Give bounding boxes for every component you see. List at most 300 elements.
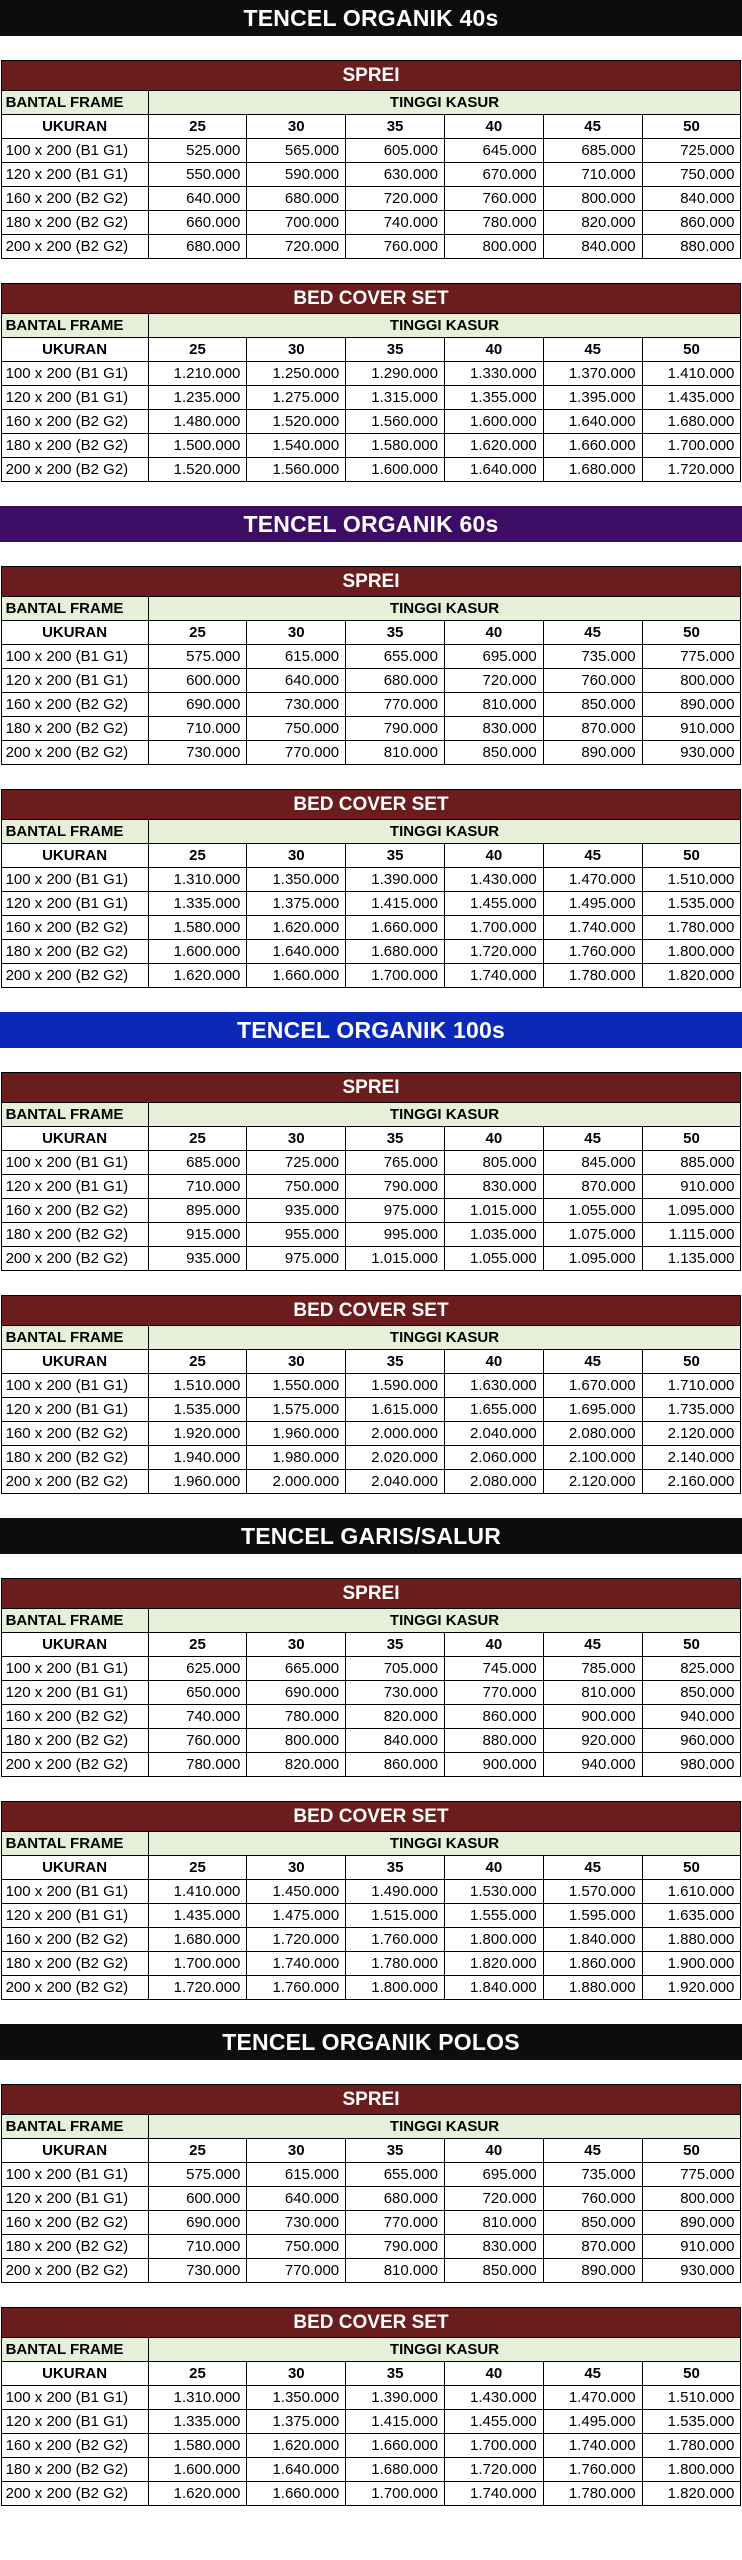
price-cell: 750.000: [642, 163, 741, 187]
product-section: [0, 2024, 742, 2530]
size-cell: 160 x 200 (B2 G2): [1, 916, 148, 940]
price-cell: 1.435.000: [642, 386, 741, 410]
price-cell: 1.600.000: [148, 940, 247, 964]
price-cell: 880.000: [444, 1729, 543, 1753]
height-column-header: 25: [148, 1127, 247, 1151]
price-cell: 2.000.000: [346, 1422, 445, 1446]
price-cell: 1.655.000: [444, 1398, 543, 1422]
size-cell: 120 x 200 (B1 G1): [1, 386, 148, 410]
price-cell: 975.000: [247, 1247, 346, 1271]
size-cell: 200 x 200 (B2 G2): [1, 1470, 148, 1494]
ukuran-label: UKURAN: [1, 1856, 148, 1880]
price-cell: 740.000: [148, 1705, 247, 1729]
price-cell: 1.700.000: [148, 1952, 247, 1976]
price-cell: 785.000: [543, 1657, 642, 1681]
spacer: [0, 2283, 742, 2307]
price-cell: 2.040.000: [346, 1470, 445, 1494]
height-column-header: 40: [444, 2362, 543, 2386]
table-row: [1, 1729, 741, 1753]
size-cell: 100 x 200 (B1 G1): [1, 1880, 148, 1904]
price-cell: 655.000: [346, 2163, 445, 2187]
price-cell: 1.355.000: [444, 386, 543, 410]
size-cell: 100 x 200 (B1 G1): [1, 139, 148, 163]
ukuran-label: UKURAN: [1, 844, 148, 868]
height-column-header: 40: [444, 1127, 543, 1151]
price-cell: 1.510.000: [642, 2386, 741, 2410]
ukuran-label: UKURAN: [1, 1633, 148, 1657]
price-cell: 810.000: [543, 1681, 642, 1705]
price-table: [1, 2084, 742, 2283]
tinggi-kasur-label: TINGGI KASUR: [148, 2338, 741, 2362]
table-title: SPREI: [1, 2085, 741, 2115]
height-column-header: 40: [444, 844, 543, 868]
size-cell: 180 x 200 (B2 G2): [1, 2235, 148, 2259]
size-cell: 120 x 200 (B1 G1): [1, 669, 148, 693]
price-cell: 1.455.000: [444, 2410, 543, 2434]
height-column-header: 25: [148, 115, 247, 139]
section-title-banner: TENCEL ORGANIK 60s: [0, 506, 742, 542]
price-cell: 840.000: [642, 187, 741, 211]
price-cell: 1.475.000: [247, 1904, 346, 1928]
table-title-row: [1, 284, 741, 314]
header-row: [1, 1103, 741, 1127]
table-row: [1, 163, 741, 187]
price-cell: 1.560.000: [346, 410, 445, 434]
table-row: [1, 1657, 741, 1681]
price-cell: 2.080.000: [543, 1422, 642, 1446]
table-row: [1, 2410, 741, 2434]
header-row: [1, 314, 741, 338]
price-cell: 1.620.000: [247, 2434, 346, 2458]
height-column-header: 45: [543, 115, 642, 139]
price-cell: 1.075.000: [543, 1223, 642, 1247]
price-cell: 1.540.000: [247, 434, 346, 458]
price-cell: 935.000: [247, 1199, 346, 1223]
height-column-header: 40: [444, 115, 543, 139]
size-cell: 120 x 200 (B1 G1): [1, 163, 148, 187]
spacer: [0, 259, 742, 283]
table-title: SPREI: [1, 1579, 741, 1609]
table-title-row: [1, 1802, 741, 1832]
price-cell: 1.720.000: [642, 458, 741, 482]
tinggi-kasur-label: TINGGI KASUR: [148, 1103, 741, 1127]
bantal-frame-label: BANTAL FRAME: [1, 1609, 148, 1633]
price-cell: 1.680.000: [543, 458, 642, 482]
height-column-header: 40: [444, 1350, 543, 1374]
height-column-header: 30: [247, 1856, 346, 1880]
table-row: [1, 1880, 741, 1904]
price-cell: 750.000: [247, 2235, 346, 2259]
price-cell: 1.535.000: [642, 892, 741, 916]
price-cell: 1.660.000: [346, 2434, 445, 2458]
size-cell: 160 x 200 (B2 G2): [1, 1199, 148, 1223]
price-cell: 1.560.000: [247, 458, 346, 482]
height-column-header: 35: [346, 2362, 445, 2386]
price-cell: 690.000: [148, 2211, 247, 2235]
price-cell: 1.660.000: [346, 916, 445, 940]
price-cell: 930.000: [642, 2259, 741, 2283]
size-cell: 180 x 200 (B2 G2): [1, 211, 148, 235]
price-cell: 1.520.000: [247, 410, 346, 434]
size-cell: 120 x 200 (B1 G1): [1, 2187, 148, 2211]
price-cell: 730.000: [346, 1681, 445, 1705]
price-cell: 820.000: [346, 1705, 445, 1729]
size-cell: 100 x 200 (B1 G1): [1, 1657, 148, 1681]
price-cell: 1.510.000: [642, 868, 741, 892]
height-column-header: 45: [543, 844, 642, 868]
price-cell: 740.000: [346, 211, 445, 235]
size-cell: 180 x 200 (B2 G2): [1, 1729, 148, 1753]
price-cell: 575.000: [148, 645, 247, 669]
height-column-header: 35: [346, 1127, 445, 1151]
header-row: [1, 1609, 741, 1633]
price-cell: 1.660.000: [543, 434, 642, 458]
table-row: [1, 1398, 741, 1422]
price-cell: 790.000: [346, 1175, 445, 1199]
price-cell: 910.000: [642, 717, 741, 741]
price-cell: 730.000: [148, 2259, 247, 2283]
price-cell: 1.495.000: [543, 892, 642, 916]
price-cell: 1.620.000: [148, 964, 247, 988]
price-cell: 600.000: [148, 2187, 247, 2211]
height-column-header: 30: [247, 338, 346, 362]
size-cell: 200 x 200 (B2 G2): [1, 964, 148, 988]
size-cell: 100 x 200 (B1 G1): [1, 1151, 148, 1175]
price-cell: 1.780.000: [543, 2482, 642, 2506]
table-title-row: [1, 567, 741, 597]
size-cell: 200 x 200 (B2 G2): [1, 2259, 148, 2283]
price-cell: 1.740.000: [444, 2482, 543, 2506]
table-row: [1, 2259, 741, 2283]
price-cell: 710.000: [543, 163, 642, 187]
height-column-header: 35: [346, 1350, 445, 1374]
spacer: [0, 1271, 742, 1295]
price-cell: 1.820.000: [642, 964, 741, 988]
price-cell: 960.000: [642, 1729, 741, 1753]
price-cell: 710.000: [148, 2235, 247, 2259]
price-cell: 800.000: [543, 187, 642, 211]
tinggi-kasur-label: TINGGI KASUR: [148, 2115, 741, 2139]
price-cell: 790.000: [346, 2235, 445, 2259]
price-cell: 680.000: [148, 235, 247, 259]
price-cell: 1.735.000: [642, 1398, 741, 1422]
price-cell: 1.800.000: [346, 1976, 445, 2000]
price-cell: 770.000: [346, 693, 445, 717]
spacer: [0, 2000, 742, 2024]
price-cell: 955.000: [247, 1223, 346, 1247]
size-cell: 160 x 200 (B2 G2): [1, 187, 148, 211]
price-table: [1, 60, 742, 259]
price-cell: 1.550.000: [247, 1374, 346, 1398]
size-cell: 120 x 200 (B1 G1): [1, 892, 148, 916]
table-row: [1, 1904, 741, 1928]
height-column-header: 35: [346, 2139, 445, 2163]
size-cell: 160 x 200 (B2 G2): [1, 2434, 148, 2458]
table-row: [1, 458, 741, 482]
price-cell: 1.490.000: [346, 1880, 445, 1904]
height-column-header: 40: [444, 1633, 543, 1657]
price-cell: 1.780.000: [642, 916, 741, 940]
size-cell: 180 x 200 (B2 G2): [1, 434, 148, 458]
height-column-header: 50: [642, 1350, 741, 1374]
height-column-header: 50: [642, 2139, 741, 2163]
price-cell: 1.600.000: [346, 458, 445, 482]
price-cell: 1.500.000: [148, 434, 247, 458]
product-section: [0, 506, 742, 1012]
price-cell: 1.350.000: [247, 2386, 346, 2410]
table-row: [1, 2386, 741, 2410]
price-cell: 1.700.000: [444, 916, 543, 940]
price-cell: 805.000: [444, 1151, 543, 1175]
price-cell: 800.000: [444, 235, 543, 259]
price-cell: 1.455.000: [444, 892, 543, 916]
bantal-frame-label: BANTAL FRAME: [1, 314, 148, 338]
table-row: [1, 669, 741, 693]
price-cell: 1.940.000: [148, 1446, 247, 1470]
price-cell: 660.000: [148, 211, 247, 235]
header-row: [1, 2115, 741, 2139]
height-column-header: 35: [346, 844, 445, 868]
table-row: [1, 916, 741, 940]
size-cell: 120 x 200 (B1 G1): [1, 1681, 148, 1705]
tinggi-kasur-label: TINGGI KASUR: [148, 597, 741, 621]
price-cell: 720.000: [444, 669, 543, 693]
price-cell: 910.000: [642, 2235, 741, 2259]
tinggi-kasur-label: TINGGI KASUR: [148, 314, 741, 338]
price-cell: 1.350.000: [247, 868, 346, 892]
price-cell: 1.595.000: [543, 1904, 642, 1928]
price-cell: 1.700.000: [444, 2434, 543, 2458]
price-cell: 975.000: [346, 1199, 445, 1223]
size-cell: 160 x 200 (B2 G2): [1, 1422, 148, 1446]
table-row: [1, 1422, 741, 1446]
height-column-header: 40: [444, 338, 543, 362]
price-cell: 800.000: [247, 1729, 346, 1753]
table-title: BED COVER SET: [1, 1802, 741, 1832]
price-cell: 1.435.000: [148, 1904, 247, 1928]
price-cell: 1.275.000: [247, 386, 346, 410]
price-cell: 1.310.000: [148, 868, 247, 892]
price-cell: 1.470.000: [543, 2386, 642, 2410]
price-cell: 1.290.000: [346, 362, 445, 386]
size-cell: 200 x 200 (B2 G2): [1, 1247, 148, 1271]
column-header-row: [1, 1350, 741, 1374]
price-cell: 790.000: [346, 717, 445, 741]
price-cell: 1.860.000: [543, 1952, 642, 1976]
price-cell: 750.000: [247, 1175, 346, 1199]
size-cell: 160 x 200 (B2 G2): [1, 2211, 148, 2235]
table-row: [1, 964, 741, 988]
height-column-header: 50: [642, 621, 741, 645]
price-cell: 720.000: [346, 187, 445, 211]
height-column-header: 30: [247, 2139, 346, 2163]
price-cell: 1.840.000: [444, 1976, 543, 2000]
tinggi-kasur-label: TINGGI KASUR: [148, 820, 741, 844]
price-cell: 1.800.000: [642, 2458, 741, 2482]
table-title-row: [1, 1579, 741, 1609]
table-row: [1, 2458, 741, 2482]
spacer: [0, 765, 742, 789]
price-cell: 725.000: [642, 139, 741, 163]
price-cell: 995.000: [346, 1223, 445, 1247]
price-cell: 725.000: [247, 1151, 346, 1175]
price-cell: 1.720.000: [148, 1976, 247, 2000]
height-column-header: 50: [642, 115, 741, 139]
size-cell: 100 x 200 (B1 G1): [1, 2386, 148, 2410]
ukuran-label: UKURAN: [1, 115, 148, 139]
price-cell: 1.640.000: [247, 2458, 346, 2482]
section-title-banner: TENCEL ORGANIK 100s: [0, 1012, 742, 1048]
price-cell: 1.800.000: [444, 1928, 543, 1952]
price-cell: 1.740.000: [543, 916, 642, 940]
price-cell: 1.740.000: [247, 1952, 346, 1976]
height-column-header: 25: [148, 1856, 247, 1880]
price-cell: 2.040.000: [444, 1422, 543, 1446]
ukuran-label: UKURAN: [1, 1350, 148, 1374]
header-row: [1, 91, 741, 115]
height-column-header: 45: [543, 1127, 642, 1151]
price-cell: 1.635.000: [642, 1904, 741, 1928]
price-cell: 1.960.000: [148, 1470, 247, 1494]
table-row: [1, 1753, 741, 1777]
price-cell: 720.000: [247, 235, 346, 259]
price-cell: 1.620.000: [148, 2482, 247, 2506]
size-cell: 160 x 200 (B2 G2): [1, 1928, 148, 1952]
product-section: [0, 0, 742, 506]
price-cell: 980.000: [642, 1753, 741, 1777]
height-column-header: 30: [247, 2362, 346, 2386]
price-cell: 760.000: [543, 669, 642, 693]
price-cell: 1.710.000: [642, 1374, 741, 1398]
section-title-banner: TENCEL ORGANIK 40s: [0, 0, 742, 36]
table-row: [1, 139, 741, 163]
price-cell: 625.000: [148, 1657, 247, 1681]
price-cell: 735.000: [543, 2163, 642, 2187]
bantal-frame-label: BANTAL FRAME: [1, 2338, 148, 2362]
price-cell: 1.330.000: [444, 362, 543, 386]
table-title-row: [1, 1073, 741, 1103]
height-column-header: 30: [247, 115, 346, 139]
height-column-header: 50: [642, 1856, 741, 1880]
price-cell: 750.000: [247, 717, 346, 741]
height-column-header: 45: [543, 1633, 642, 1657]
price-cell: 1.390.000: [346, 868, 445, 892]
height-column-header: 35: [346, 1633, 445, 1657]
price-cell: 1.720.000: [444, 940, 543, 964]
price-cell: 1.760.000: [543, 2458, 642, 2482]
table-row: [1, 211, 741, 235]
table-row: [1, 892, 741, 916]
bantal-frame-label: BANTAL FRAME: [1, 597, 148, 621]
price-cell: 1.390.000: [346, 2386, 445, 2410]
height-column-header: 45: [543, 338, 642, 362]
column-header-row: [1, 844, 741, 868]
table-row: [1, 1952, 741, 1976]
size-cell: 160 x 200 (B2 G2): [1, 1705, 148, 1729]
price-cell: 1.820.000: [444, 1952, 543, 1976]
header-row: [1, 1832, 741, 1856]
price-cell: 1.470.000: [543, 868, 642, 892]
section-title-banner: TENCEL ORGANIK POLOS: [0, 2024, 742, 2060]
tinggi-kasur-label: TINGGI KASUR: [148, 91, 741, 115]
height-column-header: 45: [543, 1856, 642, 1880]
price-cell: 885.000: [642, 1151, 741, 1175]
price-table: [1, 789, 742, 988]
price-cell: 730.000: [247, 693, 346, 717]
price-cell: 680.000: [247, 187, 346, 211]
price-cell: 870.000: [543, 2235, 642, 2259]
price-table: [1, 1578, 742, 1777]
price-cell: 575.000: [148, 2163, 247, 2187]
header-row: [1, 820, 741, 844]
price-cell: 1.535.000: [148, 1398, 247, 1422]
table-row: [1, 235, 741, 259]
height-column-header: 45: [543, 2362, 642, 2386]
table-row: [1, 717, 741, 741]
price-cell: 1.700.000: [346, 964, 445, 988]
table-row: [1, 1928, 741, 1952]
price-cell: 775.000: [642, 645, 741, 669]
table-title-row: [1, 790, 741, 820]
spacer: [0, 988, 742, 1012]
price-cell: 1.630.000: [444, 1374, 543, 1398]
size-cell: 120 x 200 (B1 G1): [1, 1175, 148, 1199]
price-cell: 850.000: [642, 1681, 741, 1705]
price-cell: 640.000: [247, 2187, 346, 2211]
price-table: [1, 1295, 742, 1494]
price-cell: 1.575.000: [247, 1398, 346, 1422]
price-cell: 1.135.000: [642, 1247, 741, 1271]
height-column-header: 25: [148, 2362, 247, 2386]
tinggi-kasur-label: TINGGI KASUR: [148, 1832, 741, 1856]
price-cell: 525.000: [148, 139, 247, 163]
price-cell: 640.000: [247, 669, 346, 693]
height-column-header: 25: [148, 844, 247, 868]
price-cell: 1.015.000: [346, 1247, 445, 1271]
height-column-header: 50: [642, 2362, 741, 2386]
table-row: [1, 1223, 741, 1247]
height-column-header: 25: [148, 1350, 247, 1374]
table-title-row: [1, 1296, 741, 1326]
price-cell: 810.000: [346, 741, 445, 765]
price-cell: 695.000: [444, 645, 543, 669]
table-title: BED COVER SET: [1, 790, 741, 820]
price-cell: 1.395.000: [543, 386, 642, 410]
price-cell: 1.920.000: [642, 1976, 741, 2000]
price-table: [1, 566, 742, 765]
price-cell: 920.000: [543, 1729, 642, 1753]
height-column-header: 50: [642, 1127, 741, 1151]
size-cell: 200 x 200 (B2 G2): [1, 1976, 148, 2000]
price-cell: 775.000: [642, 2163, 741, 2187]
price-cell: 770.000: [247, 741, 346, 765]
spacer: [0, 542, 742, 566]
price-cell: 800.000: [642, 2187, 741, 2211]
tinggi-kasur-label: TINGGI KASUR: [148, 1609, 741, 1633]
table-title: BED COVER SET: [1, 284, 741, 314]
price-cell: 860.000: [444, 1705, 543, 1729]
ukuran-label: UKURAN: [1, 1127, 148, 1151]
table-row: [1, 362, 741, 386]
price-cell: 565.000: [247, 139, 346, 163]
price-cell: 650.000: [148, 1681, 247, 1705]
price-cell: 1.590.000: [346, 1374, 445, 1398]
column-header-row: [1, 1127, 741, 1151]
price-cell: 810.000: [346, 2259, 445, 2283]
header-row: [1, 1326, 741, 1350]
price-cell: 1.535.000: [642, 2410, 741, 2434]
table-row: [1, 2187, 741, 2211]
